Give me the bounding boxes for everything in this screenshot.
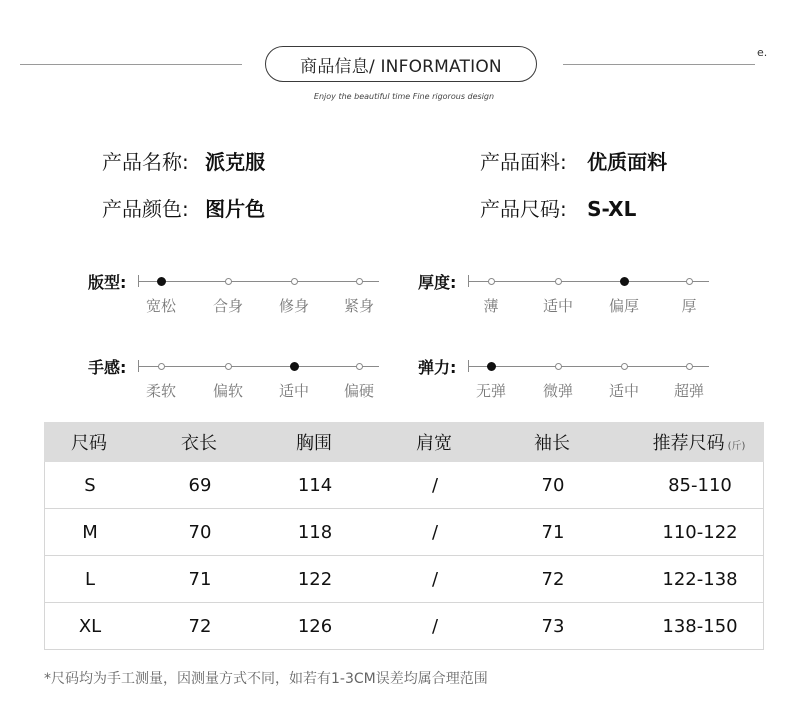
scale-option: 柔软 bbox=[145, 382, 176, 400]
scale-dot-selected bbox=[487, 362, 496, 371]
scale-dot bbox=[686, 278, 693, 285]
scale-option: 厚 bbox=[681, 297, 697, 315]
scale-label-feel: 手感: bbox=[88, 358, 127, 377]
cell-sleeve: 70 bbox=[541, 474, 565, 496]
cell-recommended: 138-150 bbox=[662, 615, 738, 637]
info-name bbox=[102, 146, 265, 175]
cell-size: M bbox=[82, 521, 98, 543]
cell-recommended: 122-138 bbox=[662, 568, 738, 590]
scale-dot-selected bbox=[290, 362, 299, 371]
info-color-value: 图片色 bbox=[205, 197, 266, 221]
scale-option: 无弹 bbox=[475, 382, 506, 400]
info-fabric bbox=[480, 146, 667, 175]
corner-mark: e. bbox=[757, 46, 768, 59]
cell-size: S bbox=[84, 474, 96, 496]
cell-recommended: 110-122 bbox=[662, 521, 738, 543]
scale-dot bbox=[555, 278, 562, 285]
header-recommended-label: 推荐尺码 bbox=[652, 433, 725, 454]
info-color bbox=[102, 193, 265, 222]
scale-option: 适中 bbox=[542, 297, 573, 315]
scale-dot bbox=[621, 363, 628, 370]
info-name-label: 产品名称: bbox=[102, 150, 189, 174]
info-size bbox=[480, 193, 636, 222]
scale-dot bbox=[225, 278, 232, 285]
info-size-label: 产品尺码: bbox=[480, 197, 567, 221]
cell-size: L bbox=[84, 568, 96, 590]
cell-shoulder: / bbox=[431, 521, 439, 543]
scale-option: 偏厚 bbox=[608, 297, 639, 315]
scale-track-elasticity bbox=[468, 366, 709, 367]
scale-track-thickness bbox=[468, 281, 709, 282]
scale-option: 薄 bbox=[483, 297, 499, 315]
cell-recommended: 85-110 bbox=[668, 474, 732, 496]
size-table bbox=[44, 422, 764, 650]
measurement-note: *尺码均为手工测量，因测量方式不同，如若有1-3CM误差均属合理范围 bbox=[44, 671, 488, 687]
section-title: 商品信息/ INFORMATION bbox=[265, 46, 537, 82]
cell-chest: 118 bbox=[297, 521, 333, 543]
cell-sleeve: 73 bbox=[541, 615, 565, 637]
info-fabric-label: 产品面料: bbox=[480, 150, 567, 174]
cell-length: 70 bbox=[188, 521, 212, 543]
scale-option: 适中 bbox=[608, 382, 639, 400]
scale-option: 偏硬 bbox=[343, 382, 374, 400]
scale-dot bbox=[686, 363, 693, 370]
scale-option: 超弹 bbox=[673, 382, 704, 400]
scale-dot bbox=[356, 278, 363, 285]
header-recommended bbox=[624, 429, 774, 455]
header-divider-right bbox=[563, 64, 755, 65]
info-color-label: 产品颜色: bbox=[102, 197, 189, 221]
header-length: 衣长 bbox=[181, 433, 217, 454]
cell-shoulder: / bbox=[431, 474, 439, 496]
header-size: 尺码 bbox=[71, 433, 107, 454]
info-size-value: S-XL bbox=[587, 197, 637, 221]
scale-option: 修身 bbox=[278, 297, 309, 315]
table-row bbox=[44, 462, 764, 509]
scale-dot-selected bbox=[620, 277, 629, 286]
tagline: Enjoy the beautiful time Fine rigorous design bbox=[313, 92, 495, 101]
info-fabric-value: 优质面料 bbox=[587, 150, 668, 174]
cell-length: 69 bbox=[188, 474, 212, 496]
cell-chest: 114 bbox=[297, 474, 333, 496]
header-sleeve: 袖长 bbox=[534, 433, 570, 454]
scale-label-thickness: 厚度: bbox=[418, 273, 457, 292]
cell-chest: 122 bbox=[297, 568, 333, 590]
scale-track-feel bbox=[138, 366, 379, 367]
table-row bbox=[44, 509, 764, 556]
scale-dot bbox=[488, 278, 495, 285]
scale-option: 适中 bbox=[278, 382, 309, 400]
scale-dot bbox=[225, 363, 232, 370]
size-table-body bbox=[44, 462, 764, 650]
scale-dot bbox=[555, 363, 562, 370]
cell-sleeve: 72 bbox=[541, 568, 565, 590]
scale-option: 合身 bbox=[212, 297, 243, 315]
scale-option: 偏软 bbox=[212, 382, 243, 400]
size-table-header bbox=[44, 422, 764, 462]
scale-option: 紧身 bbox=[343, 297, 374, 315]
header-divider-left bbox=[20, 64, 242, 65]
scale-label-fit: 版型: bbox=[88, 273, 127, 292]
header-unit: (斤) bbox=[727, 441, 746, 452]
scale-dot bbox=[291, 278, 298, 285]
scale-dot-selected bbox=[157, 277, 166, 286]
info-name-value: 派克服 bbox=[205, 150, 266, 174]
cell-length: 71 bbox=[188, 568, 212, 590]
cell-shoulder: / bbox=[431, 615, 439, 637]
cell-sleeve: 71 bbox=[541, 521, 565, 543]
scale-label-elasticity: 弹力: bbox=[418, 358, 457, 377]
scale-dot bbox=[158, 363, 165, 370]
header-shoulder: 肩宽 bbox=[416, 433, 452, 454]
cell-shoulder: / bbox=[431, 568, 439, 590]
scale-option: 宽松 bbox=[145, 297, 176, 315]
table-row bbox=[44, 603, 764, 650]
cell-chest: 126 bbox=[297, 615, 333, 637]
scale-track-fit bbox=[138, 281, 379, 282]
header-chest: 胸围 bbox=[296, 433, 332, 454]
cell-length: 72 bbox=[188, 615, 212, 637]
scale-dot bbox=[356, 363, 363, 370]
cell-size: XL bbox=[78, 615, 102, 637]
scale-option: 微弹 bbox=[542, 382, 573, 400]
table-row bbox=[44, 556, 764, 603]
